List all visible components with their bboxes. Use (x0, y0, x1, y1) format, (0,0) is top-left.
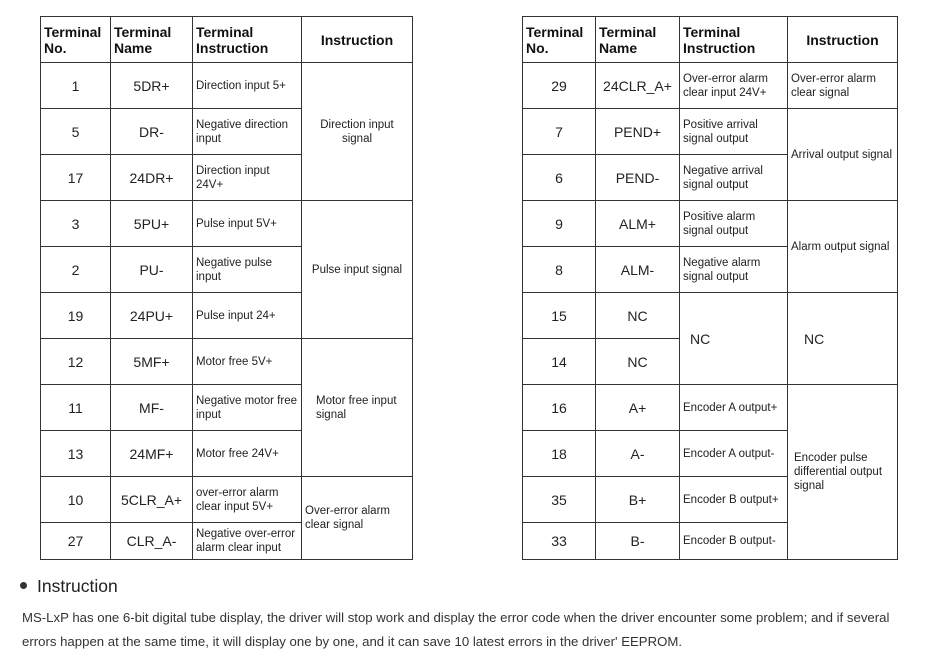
header-instruction: Instruction (788, 17, 898, 63)
terminal-no: 10 (41, 477, 111, 523)
terminal-name: PU- (111, 247, 193, 293)
terminal-no: 16 (523, 385, 596, 431)
terminal-no: 9 (523, 201, 596, 247)
table-row (523, 385, 898, 431)
terminal-name: 24PU+ (111, 293, 193, 339)
terminal-instruction: Encoder B output- (680, 523, 788, 560)
terminal-instruction: Negative alarm signal output (680, 247, 788, 293)
right-terminal-table (522, 16, 898, 560)
terminal-name: A- (596, 431, 680, 477)
terminal-no: 27 (41, 523, 111, 560)
terminal-instruction: Over-error alarm clear input 24V+ (680, 63, 788, 109)
section-paragraph: MS-LxP has one 6-bit digital tube display, the driver will stop work and display the error code when the driver encounter some problem; and if several errors happen at the same time, it will display one by one, and it can save 10 latest errors in the driver' EEPROM. (22, 610, 890, 649)
terminal-no: 35 (523, 477, 596, 523)
terminal-no: 17 (41, 155, 111, 201)
terminal-no: 8 (523, 247, 596, 293)
signal-instruction: Encoder pulse differential output signal (788, 385, 898, 560)
terminal-instruction: Positive arrival signal output (680, 109, 788, 155)
terminal-no: 7 (523, 109, 596, 155)
terminal-no: 14 (523, 339, 596, 385)
terminal-name: PEND+ (596, 109, 680, 155)
terminal-name: ALM+ (596, 201, 680, 247)
terminal-instruction: Encoder B output+ (680, 477, 788, 523)
terminal-instruction: NC (680, 293, 788, 385)
terminal-instruction: Encoder A output+ (680, 385, 788, 431)
terminal-instruction: Motor free 5V+ (193, 339, 302, 385)
terminal-no: 11 (41, 385, 111, 431)
table-row (41, 477, 413, 523)
terminal-no: 6 (523, 155, 596, 201)
terminal-instruction: Negative pulse input (193, 247, 302, 293)
terminal-name: ALM- (596, 247, 680, 293)
terminal-name: 5DR+ (111, 63, 193, 109)
terminal-name: 5CLR_A+ (111, 477, 193, 523)
terminal-no: 15 (523, 293, 596, 339)
table-row (523, 63, 898, 109)
signal-instruction: Over-error alarm clear signal (788, 63, 898, 109)
table-row (523, 293, 898, 339)
terminal-instruction: Pulse input 5V+ (193, 201, 302, 247)
terminal-name: B- (596, 523, 680, 560)
terminal-instruction: Direction input 5+ (193, 63, 302, 109)
terminal-no: 1 (41, 63, 111, 109)
terminal-name: PEND- (596, 155, 680, 201)
terminal-no: 29 (523, 63, 596, 109)
terminal-no: 3 (41, 201, 111, 247)
table-header-row (523, 17, 898, 63)
table-row (523, 109, 898, 155)
terminal-name: NC (596, 339, 680, 385)
terminal-instruction: Positive alarm signal output (680, 201, 788, 247)
table-row (523, 201, 898, 247)
left-terminal-table (40, 16, 413, 560)
section-heading-text: Instruction (37, 576, 118, 596)
terminal-instruction: Motor free 24V+ (193, 431, 302, 477)
table-header-row (41, 17, 413, 63)
terminal-name: MF- (111, 385, 193, 431)
signal-instruction: Arrival output signal (788, 109, 898, 201)
table-row (41, 339, 413, 385)
header-instruction: Instruction (302, 17, 413, 63)
terminal-instruction: Encoder A output- (680, 431, 788, 477)
terminal-instruction: Negative arrival signal output (680, 155, 788, 201)
signal-instruction: Alarm output signal (788, 201, 898, 293)
terminal-instruction: Pulse input 24+ (193, 293, 302, 339)
terminal-no: 2 (41, 247, 111, 293)
header-terminal-instruction: Terminal Instruction (193, 17, 302, 63)
terminal-instruction: Negative over-error alarm clear input (193, 523, 302, 560)
header-terminal-name: Terminal Name (111, 17, 193, 63)
table-row (41, 201, 413, 247)
terminal-name: A+ (596, 385, 680, 431)
header-terminal-no: Terminal No. (523, 17, 596, 63)
bullet-icon (20, 582, 27, 589)
terminal-no: 13 (41, 431, 111, 477)
terminal-name: 24MF+ (111, 431, 193, 477)
header-terminal-name: Terminal Name (596, 17, 680, 63)
signal-instruction: Pulse input signal (302, 201, 413, 339)
terminal-instruction: Direction input 24V+ (193, 155, 302, 201)
terminal-name: DR- (111, 109, 193, 155)
header-terminal-instruction: Terminal Instruction (680, 17, 788, 63)
terminal-instruction: Negative motor free input (193, 385, 302, 431)
terminal-no: 33 (523, 523, 596, 560)
terminal-name: 5MF+ (111, 339, 193, 385)
header-terminal-no: Terminal No. (41, 17, 111, 63)
signal-instruction: NC (788, 293, 898, 385)
terminal-name: NC (596, 293, 680, 339)
signal-instruction: Direction input signal (302, 63, 413, 201)
table-row (41, 63, 413, 109)
terminal-no: 5 (41, 109, 111, 155)
section-heading (20, 576, 118, 597)
signal-instruction: Over-error alarm clear signal (302, 477, 413, 560)
terminal-name: B+ (596, 477, 680, 523)
signal-instruction: Motor free input signal (302, 339, 413, 477)
terminal-name: 24DR+ (111, 155, 193, 201)
terminal-name: CLR_A- (111, 523, 193, 560)
terminal-name: 5PU+ (111, 201, 193, 247)
terminal-instruction: over-error alarm clear input 5V+ (193, 477, 302, 523)
terminal-no: 18 (523, 431, 596, 477)
terminal-name: 24CLR_A+ (596, 63, 680, 109)
terminal-no: 19 (41, 293, 111, 339)
terminal-no: 12 (41, 339, 111, 385)
terminal-instruction: Negative direction input (193, 109, 302, 155)
